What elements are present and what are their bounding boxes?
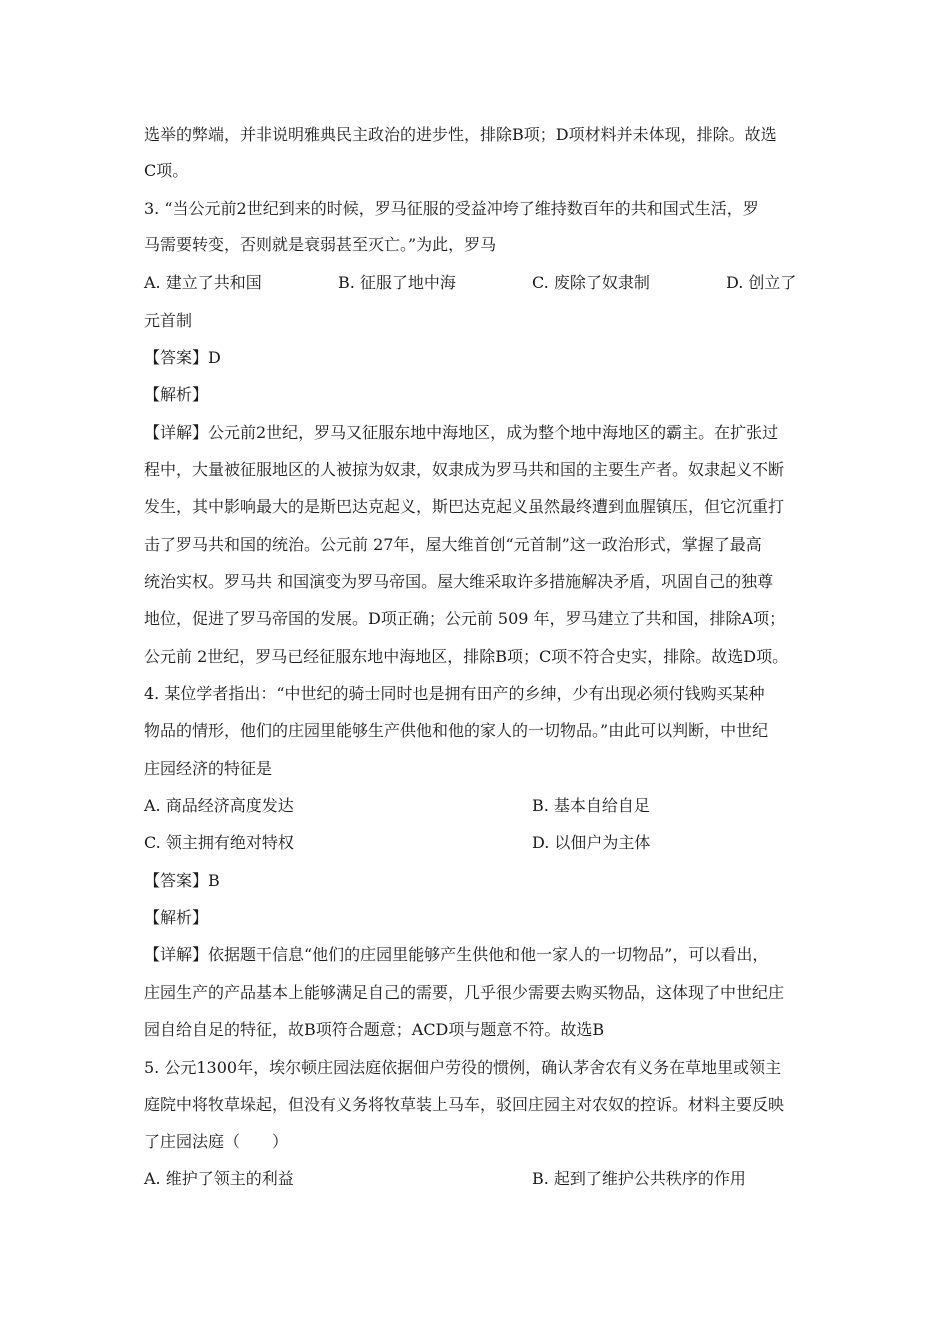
q4-detail-line-2: 庄园生产的产品基本上能够满足自己的需要，几乎很少需要去购买物品，这体现了中世纪庄 <box>144 983 785 1002</box>
q3-detail-line-3: 发生，其中影响最大的是斯巴达克起义，斯巴达克起义虽然最终遭到血腥镇压，但它沉重打 <box>144 497 785 516</box>
q2-analysis-line-1: 选举的弊端，并非说明雅典民主政治的进步性，排除B项；D项材料并未体现，排除。故选 <box>144 125 777 144</box>
q5-stem-line-1: 5. 公元1300年，埃尔顿庄园法庭依据佃户劳役的惯例，确认茅舍农有义务在草地里或领主 <box>144 1058 782 1077</box>
q4-option-b: B. 基本自给自足 <box>532 796 650 815</box>
q3-option-d-continued: 元首制 <box>144 311 193 330</box>
q3-detail-line-5: 统治实权。罗马共 和国演变为罗马帝国。屋大维采取许多措施解决矛盾，巩固自己的独尊 <box>144 572 774 591</box>
q5-option-a: A. 维护了领主的利益 <box>144 1169 294 1188</box>
q4-detail-line-3: 园自给自足的特征，故B项符合题意；ACD项与题意不符。故选B <box>144 1020 605 1039</box>
q4-option-c: C. 领主拥有绝对特权 <box>144 833 294 852</box>
q3-option-b: B. 征服了地中海 <box>338 273 456 292</box>
q3-analysis-label: 【解析】 <box>144 385 209 404</box>
q4-option-a: A. 商品经济高度发达 <box>144 796 294 815</box>
q3-answer: 【答案】D <box>144 348 221 367</box>
q4-answer: 【答案】B <box>144 871 220 890</box>
q5-stem-line-2: 庭院中将牧草垛起，但没有义务将牧草装上马车，驳回庄园主对农奴的控诉。材料主要反映 <box>144 1095 785 1114</box>
q3-stem-line-1: 3. “当公元前2世纪到来的时候，罗马征服的受益冲垮了维持数百年的共和国式生活，罗 <box>144 199 759 218</box>
q3-detail-line-4: 击了罗马共和国的统治。公元前 27年，屋大维首创“元首制”这一政治形式，掌握了最高 <box>144 535 762 554</box>
q3-stem-line-2: 马需要转变，否则就是衰弱甚至灭亡。”为此，罗马 <box>144 235 497 254</box>
q2-analysis-line-2: C项。 <box>144 161 189 180</box>
q4-detail-line-1: 【详解】依据题干信息“他们的庄园里能够产生供他和他一家人的一切物品”，可以看出， <box>144 945 769 964</box>
q3-option-a: A. 建立了共和国 <box>144 273 262 292</box>
q3-detail-line-1: 【详解】公元前2世纪，罗马又征服东地中海地区，成为整个地中海地区的霸主。在扩张过 <box>144 423 779 442</box>
q5-stem-line-3: 了庄园法庭（ ） <box>144 1132 289 1151</box>
q3-option-d: D. 创立了 <box>726 273 797 292</box>
q5-option-b: B. 起到了维护公共秩序的作用 <box>532 1169 746 1188</box>
q3-option-c: C. 废除了奴隶制 <box>532 273 650 292</box>
q4-stem-line-3: 庄园经济的特征是 <box>144 759 273 778</box>
q4-analysis-label: 【解析】 <box>144 908 209 927</box>
q4-stem-line-2: 物品的情形，他们的庄园里能够生产供他和他的家人的一切物品。”由此可以判断，中世纪 <box>144 721 769 740</box>
q4-stem-line-1: 4. 某位学者指出：“中世纪的骑士同时也是拥有田产的乡绅，少有出现必须付钱购买某种 <box>144 684 765 703</box>
q3-detail-line-7: 公元前 2世纪，罗马已经征服东地中海地区，排除B项；C项不符合史实，排除。故选D项。 <box>144 647 789 666</box>
q4-option-d: D. 以佃户为主体 <box>532 833 651 852</box>
q3-detail-line-2: 程中，大量被征服地区的人被掠为奴隶，奴隶成为罗马共和国的主要生产者。奴隶起义不断 <box>144 460 785 479</box>
q3-detail-line-6: 地位，促进了罗马帝国的发展。D项正确；公元前 509 年，罗马建立了共和国，排除A项； <box>144 609 786 628</box>
